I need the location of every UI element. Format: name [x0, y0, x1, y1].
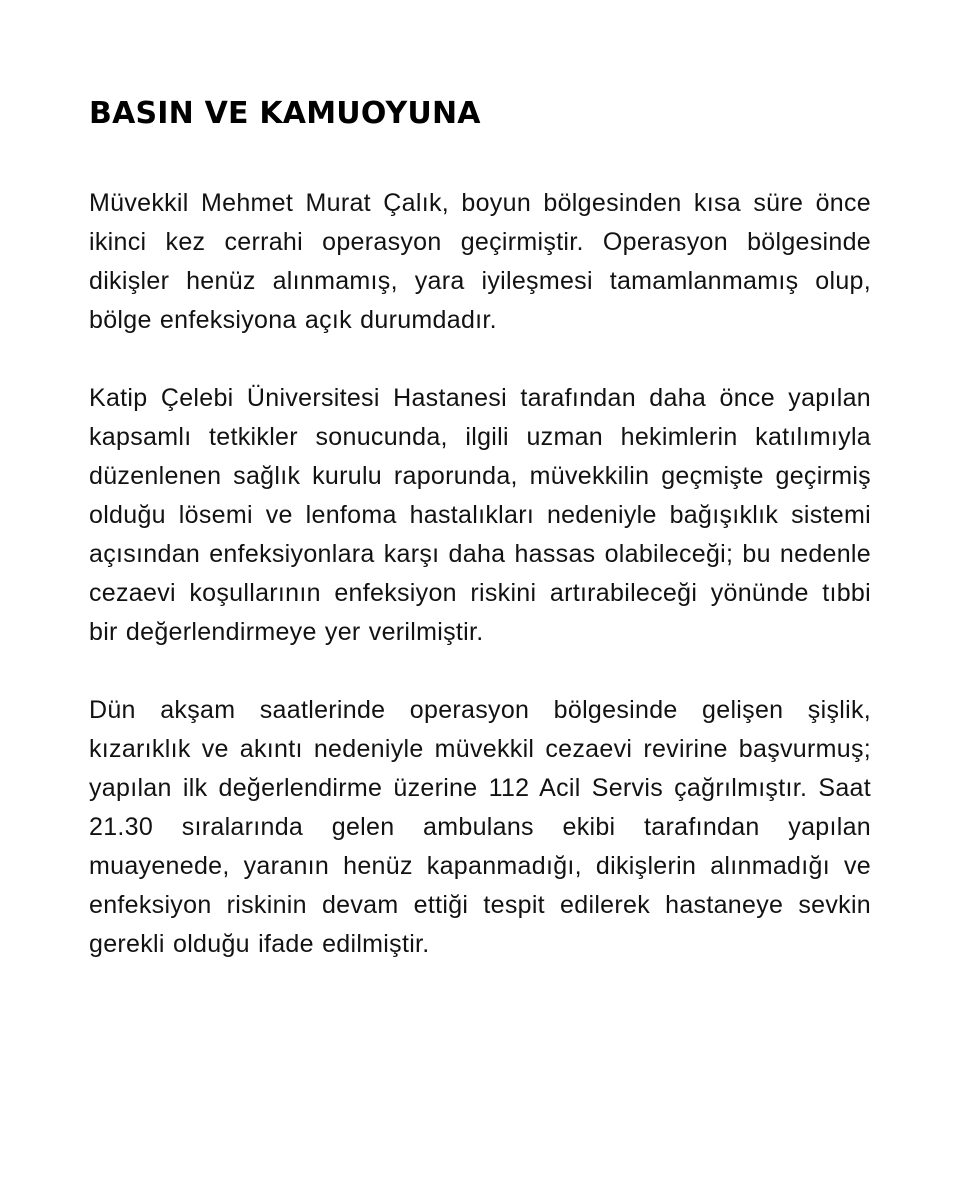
paragraph-2: Katip Çelebi Üniversitesi Hastanesi tarafından daha önce yapılan kapsamlı tetkikler sonucunda, ilgili uzman hekimlerin katılımıyla düzenlenen sağlık kurulu raporunda, müvekkilin geçmişte geçirmiş olduğu lösemi ve lenfoma hastalıkları nedeniyle bağışıklık sistemi açısından enfeksiyonlara karşı daha hassas olabileceği; bu nedenle cezaevi koşullarının enfeksiyon riskini artırabileceği yönünde tıbbi bir değerlendirmeye yer verilmiştir. — [89, 384, 871, 646]
statement-title: BASIN VE KAMUOYUNA — [89, 96, 481, 131]
paragraph-3: Dün akşam saatlerinde operasyon bölgesinde gelişen şişlik, kızarıklık ve akıntı nedeniyle müvekkil cezaevi revirine başvurmuş; yapılan ilk değerlendirme üzerine 112 Acil Servis çağrılmıştır. Saat 21.30 sıralarında gelen ambulans ekibi tarafından yapılan muayenede, yaranın henüz kapanmadığı, dikişlerin alınmadığı ve enfeksiyon riskinin devam ettiği tespit edilerek hastaneye sevkin gerekli olduğu ifade edilmiştir. — [89, 696, 871, 958]
statement-content — [89, 92, 871, 964]
paragraph-1: Müvekkil Mehmet Murat Çalık, boyun bölgesinden kısa süre önce ikinci kez cerrahi operasyon geçirmiştir. Operasyon bölgesinde dikişler henüz alınmamış, yara iyileşmesi tamamlanmamış olup, bölge enfeksiyona açık durumdadır. — [89, 189, 871, 334]
